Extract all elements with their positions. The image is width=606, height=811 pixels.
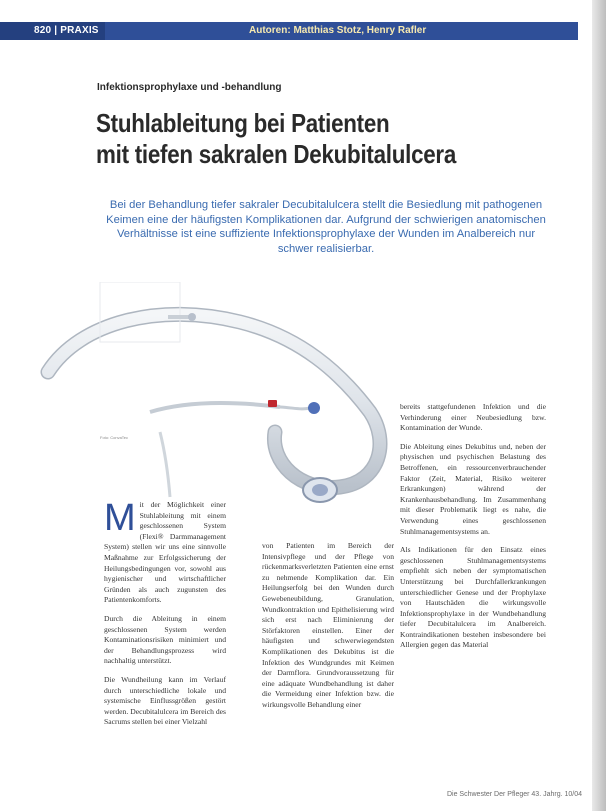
page-label: 820 | PRAXIS	[34, 25, 99, 36]
text-column-3	[400, 402, 546, 659]
footer-source: Die Schwester Der Pfleger 43. Jahrg. 10/04	[446, 791, 582, 798]
tube-branch	[150, 403, 280, 412]
paragraph: bereits stattgefundenen Infektion und die Verhinderung einer Neubesiedlung bzw. Kontamination der Wunde.	[400, 402, 546, 433]
header-bar	[0, 22, 578, 40]
paragraph-intro	[104, 497, 226, 606]
blue-connector	[308, 402, 320, 414]
title-line-2: mit tiefen sakralen Dekubitalulcera	[96, 139, 457, 169]
catheter-photo	[40, 282, 440, 512]
paragraph: Die Ableitung eines Dekubitus und, neben der physischen und psychischen Belastung des Betroffenen, ein ressourcenverbrauchender Faktor (Zeit, Material, Risiko weiterer Erkrankungen) während der Krankenhausbehandlung. Im Zusammenhang mit dieser Problematik liegt es nahe, die Verwendung eines geschlossenen Stuhlmanagementsystems an.	[400, 441, 546, 536]
paragraph: von Patienten im Bereich der Intensivpflege und der Pflege von rückenmarksverletzten Patienten eine ernst zu nehmende Komplikation dar. Ein Heilungserfolg bei den Wunden durch Gewebeneubildung, Granulation, Wundkontraktion und Epithelisierung wird sich erst nach Eliminierung der Störfaktoren einstellen. Einer der häufigsten und schwerwiegendsten Komplikationen des Dekubitus ist die Infektion des Wundgrundes mit Keimen der Darmflora. Grundvoraussetzung für eine adäquate Wundbehandlung ist daher die Vermeidung einer Infektion bzw. die wirkungsvolle Behandlung einer	[262, 541, 394, 709]
red-port	[268, 400, 277, 407]
text-column-2	[262, 541, 394, 719]
authors-line: Autoren: Matthias Stotz, Henry Rafler	[249, 25, 427, 36]
image-credit: Foto: ConvaTec	[100, 435, 129, 440]
tube-main	[48, 314, 380, 487]
paragraph-intro-text: it der Möglichkeit einer Stuhlableitung mit einem geschlossenen System (Flexi® Darmmanagement System) stellen wir uns eine sinnvolle Maßnahme zur Erfolgssicherung der Heilungsbedingungen vor, sowohl aus hygienischer und wirtschaftlicher Gründen als auch zugunsten des Patientenkomforts.	[104, 500, 226, 605]
title-line-1: Stuhlableitung bei Patienten	[96, 108, 390, 138]
article-lead: Bei der Behandlung tiefer sakraler Decubitalulcera stellt die Besiedlung mit pathogenen Keimen eine der häufigsten Komplikationen dar. Aufgrund der schwierigen anatomischen Verhältnisse ist eine suffiziente Infektionsprophylaxe der Wunden im Analbereich nur schwer realisierbar.	[106, 199, 546, 255]
paragraph: Als Indikationen für den Einsatz eines geschlossenen Stuhlmanagementsystems empfiehlt sich neben der symptomatischen Unterstützung bei Durchfallerkrankungen unterschiedlicher Genese und der Prophylaxe von Hautschäden die wirkungsvolle Infektionsprophylaxe in der Wundbehandlung tiefer Decubitalulcera im Analbereich. Kontraindikationen bestehen insbesondere bei Allergien gegen das Material	[400, 545, 546, 650]
text-column-1	[104, 497, 226, 736]
article-title	[96, 108, 578, 170]
article-kicker: Infektionsprophylaxe und -behandlung	[97, 82, 282, 93]
flush-line	[160, 432, 170, 497]
paragraph: Durch die Ableitung in einem geschlossenen System werden Kontaminationsrisiken minimiert und der Behandlungsprozess wird nachhaltig unterstützt.	[104, 613, 226, 666]
paragraph: Die Wundheilung kann im Verlauf durch unterschiedliche lokale und systemische Einflussgrößen gestört werden. Decubitalulcera im Bereich des Sacrums stellen bei einer Vielzahl	[104, 674, 226, 727]
page-edge-shadow	[592, 0, 606, 811]
dropcap-letter: M	[104, 497, 136, 539]
